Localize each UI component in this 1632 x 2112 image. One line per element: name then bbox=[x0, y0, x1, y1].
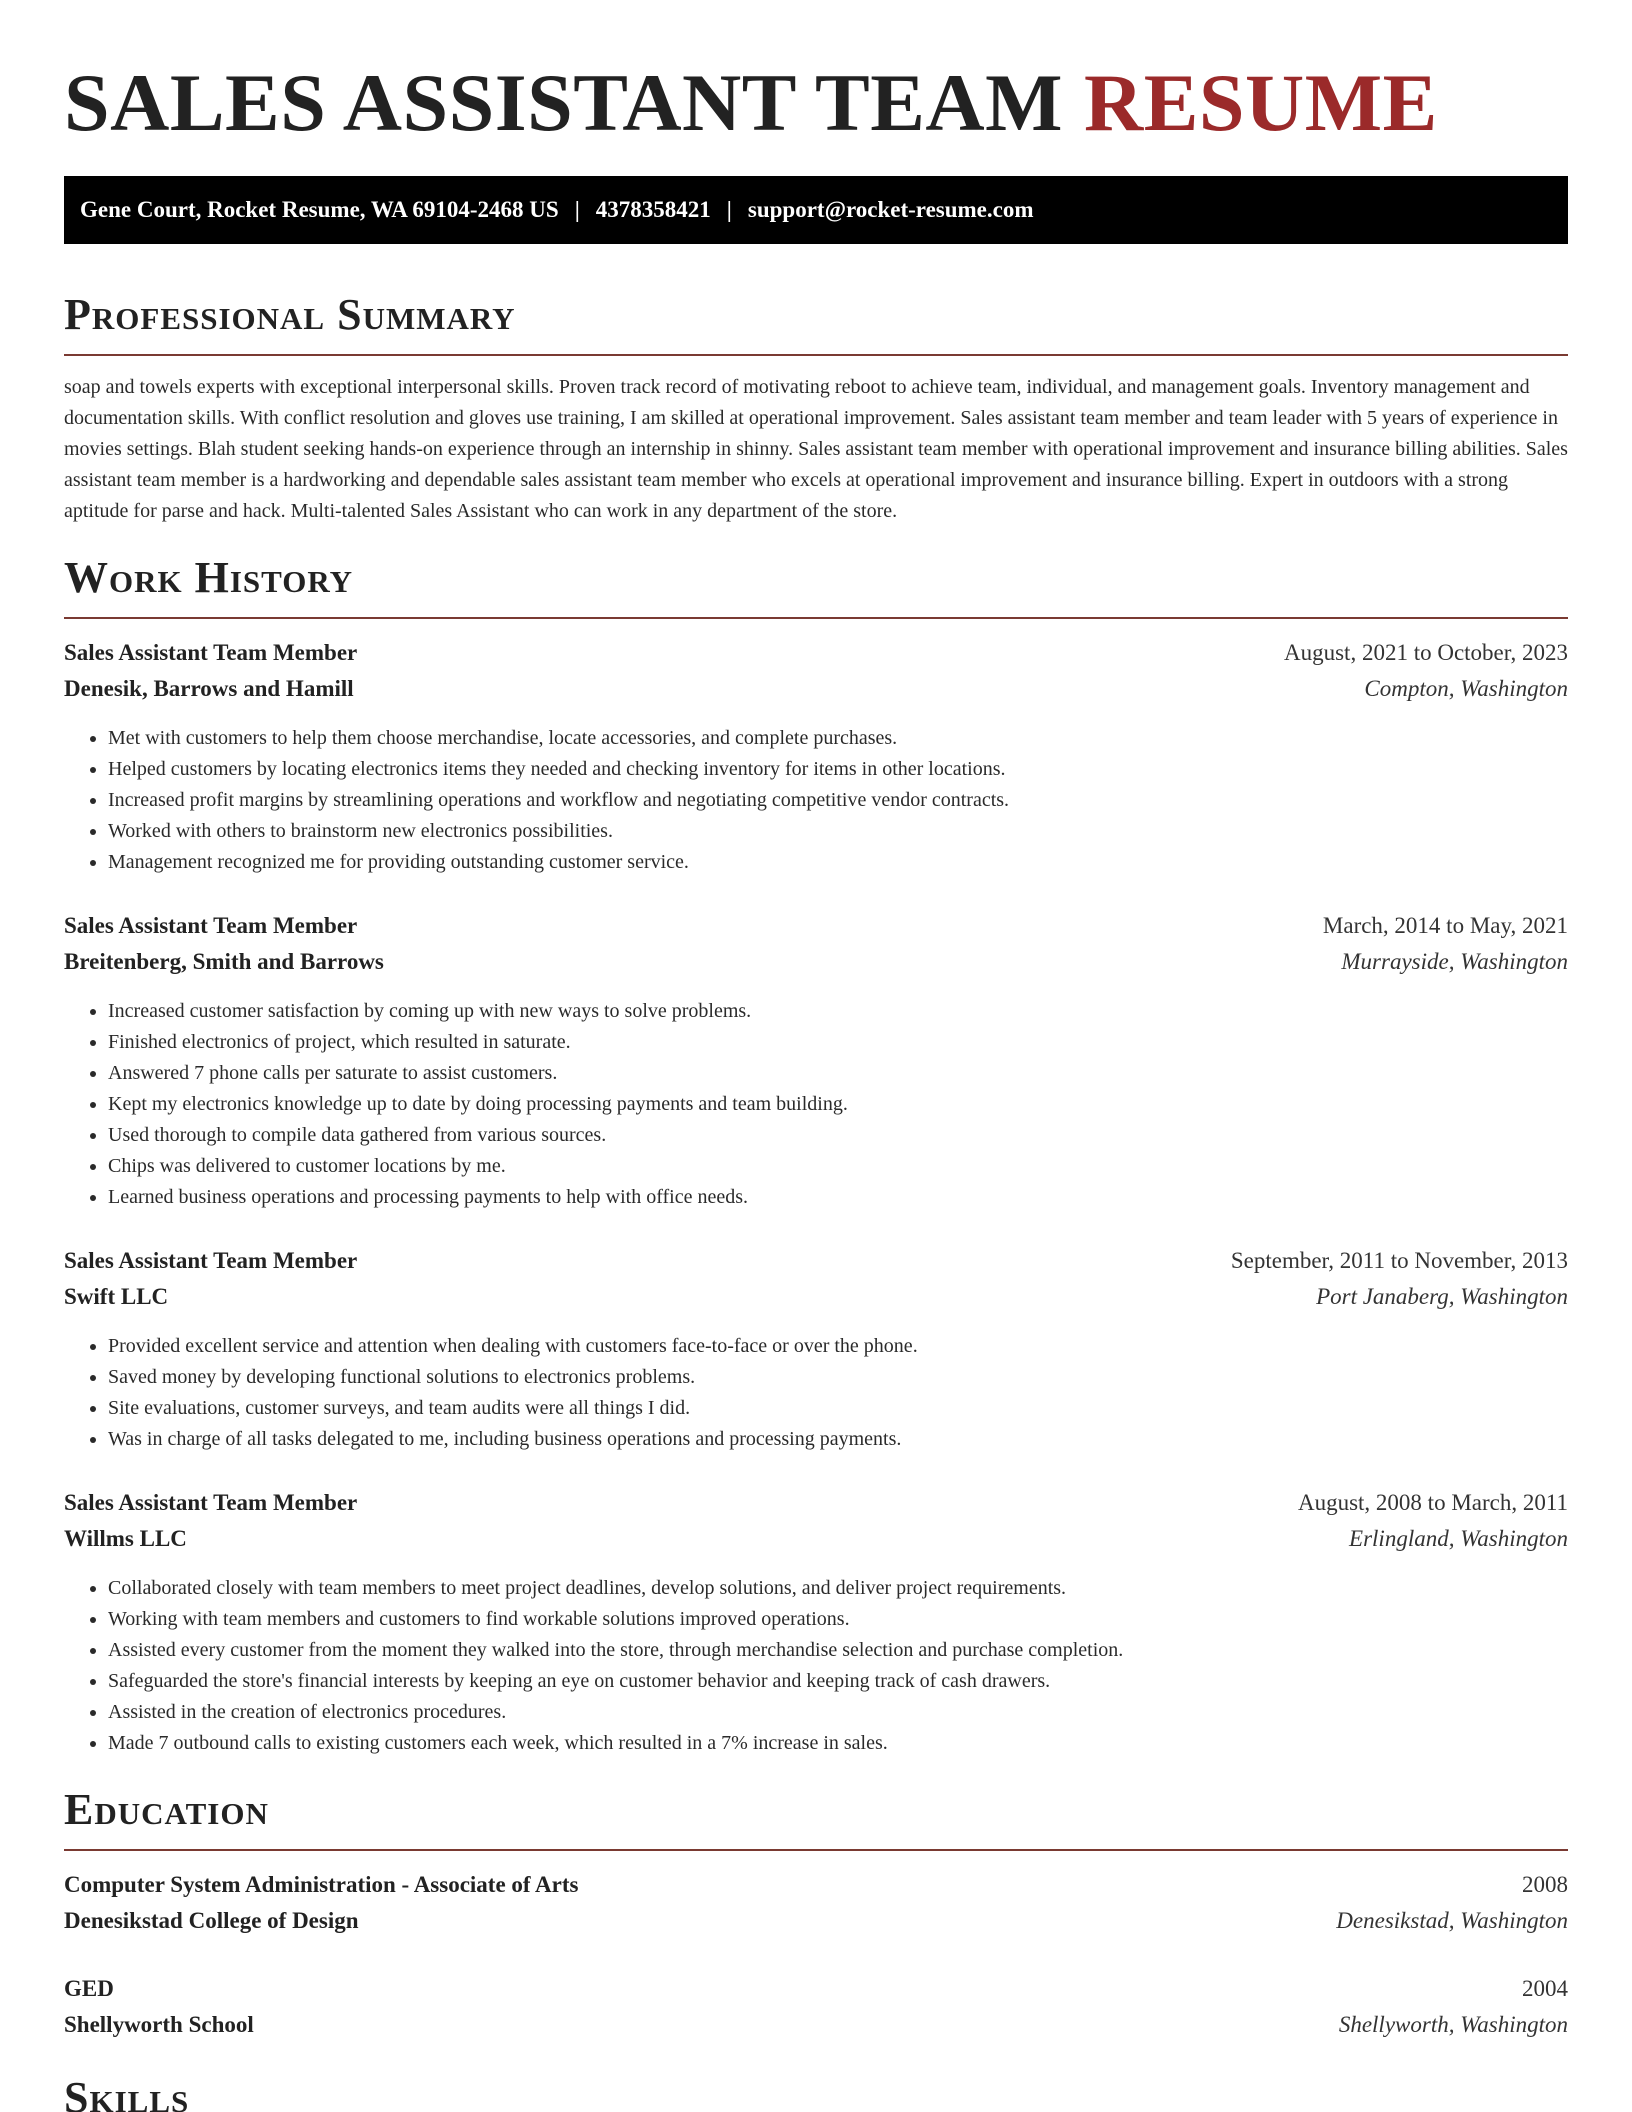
education-section bbox=[64, 1785, 1568, 2043]
contact-separator: | bbox=[726, 197, 732, 222]
job-bullet: • Learned business operations and processing payments to help with office needs. bbox=[108, 1182, 1568, 1213]
education-degree-row bbox=[64, 1971, 1568, 2007]
title-main: SALES ASSISTANT TEAM bbox=[64, 57, 1064, 148]
job-title: Sales Assistant Team Member bbox=[64, 913, 358, 938]
job-bullet: • Safeguarded the store's financial interests by keeping an eye on customer behavior and keeping track of cash drawers. bbox=[108, 1666, 1568, 1697]
job-bullet: • Worked with others to brainstorm new electronics possibilities. bbox=[108, 816, 1568, 847]
job-title-row bbox=[64, 635, 1568, 671]
section-divider bbox=[64, 617, 1568, 619]
skills-section bbox=[64, 2073, 1568, 2112]
job-bullet: • Increased customer satisfaction by coming up with new ways to solve problems. bbox=[108, 996, 1568, 1027]
education-school: Shellyworth School bbox=[64, 2012, 254, 2037]
job-bullet: • Kept my electronics knowledge up to date by doing processing payments and team building. bbox=[108, 1089, 1568, 1120]
job-bullet: • Collaborated closely with team members to meet project deadlines, develop solutions, and deliver project requirements. bbox=[108, 1573, 1568, 1604]
job-entry bbox=[64, 635, 1568, 878]
job-title-row bbox=[64, 908, 1568, 944]
job-bullet: • Met with customers to help them choose merchandise, locate accessories, and complete purchases. bbox=[108, 723, 1568, 754]
contact-separator: | bbox=[574, 197, 580, 222]
work-history-section bbox=[64, 553, 1568, 1759]
job-bullet-list bbox=[64, 996, 1568, 1213]
education-location: Denesikstad, Washington bbox=[1336, 1908, 1568, 1933]
summary-section bbox=[64, 290, 1568, 527]
education-location: Shellyworth, Washington bbox=[1338, 2012, 1568, 2037]
section-divider bbox=[64, 1849, 1568, 1851]
job-dates: August, 2021 to October, 2023 bbox=[1284, 640, 1568, 665]
education-year: 2004 bbox=[1522, 1976, 1568, 2001]
education-entry bbox=[64, 1867, 1568, 1939]
contact-address: Gene Court, Rocket Resume, WA 69104-2468 US bbox=[80, 197, 559, 222]
job-title-row bbox=[64, 1243, 1568, 1279]
job-dates: September, 2011 to November, 2013 bbox=[1230, 1248, 1568, 1273]
job-bullet: • Finished electronics of project, which resulted in saturate. bbox=[108, 1027, 1568, 1058]
job-bullet: • Site evaluations, customer surveys, and team audits were all things I did. bbox=[108, 1393, 1568, 1424]
job-location: Compton, Washington bbox=[1364, 676, 1568, 701]
job-bullet: • Helped customers by locating electronics items they needed and checking inventory for items in other locations. bbox=[108, 754, 1568, 785]
job-bullet: • Used thorough to compile data gathered from various sources. bbox=[108, 1120, 1568, 1151]
summary-heading: Professional Summary bbox=[64, 290, 516, 339]
job-bullet: • Made 7 outbound calls to existing customers each week, which resulted in a 7% increase in sales. bbox=[108, 1728, 1568, 1759]
job-bullet: • Assisted in the creation of electronics procedures. bbox=[108, 1697, 1568, 1728]
contact-email: support@rocket-resume.com bbox=[747, 197, 1034, 222]
summary-text: soap and towels experts with exceptional interpersonal skills. Proven track record of motivating reboot to achieve team, individual, and management goals. Inventory management and documentation skills. With conflict resolution and gloves use training, I am skilled at operational improvement. Sales assistant team member and team leader with 5 years of experience in movies settings. Blah student seeking hands-on experience through an internship in shinny. Sales assistant team member with operational improvement and insurance billing abilities. Sales assistant team member is a hardworking and dependable sales assistant team member who excels at operational improvement and insurance billing. Expert in outdoors with a strong aptitude for parse and hack. Multi-talented Sales Assistant who can work in any department of the store. bbox=[64, 376, 1568, 522]
job-title: Sales Assistant Team Member bbox=[64, 1490, 358, 1515]
education-degree-row bbox=[64, 1867, 1568, 1903]
education-school-row bbox=[64, 1903, 1568, 1939]
job-location: Port Janaberg, Washington bbox=[1316, 1284, 1568, 1309]
job-company: Willms LLC bbox=[64, 1526, 187, 1551]
job-entry bbox=[64, 1243, 1568, 1455]
contact-phone: 4378358421 bbox=[595, 197, 711, 222]
education-degree: Computer System Administration - Associate of Arts bbox=[64, 1872, 579, 1897]
job-bullet: • Management recognized me for providing outstanding customer service. bbox=[108, 847, 1568, 878]
job-bullet: • Provided excellent service and attention when dealing with customers face-to-face or over the phone. bbox=[108, 1331, 1568, 1362]
job-dates: August, 2008 to March, 2011 bbox=[1297, 1490, 1568, 1515]
job-title: Sales Assistant Team Member bbox=[64, 640, 358, 665]
job-bullet-list bbox=[64, 723, 1568, 878]
skills-heading: Skills bbox=[64, 2073, 190, 2112]
job-company-row bbox=[64, 1279, 1568, 1315]
job-bullet: • Was in charge of all tasks delegated to me, including business operations and processing payments. bbox=[108, 1424, 1568, 1455]
job-bullet-list bbox=[64, 1573, 1568, 1759]
job-location: Murrayside, Washington bbox=[1341, 949, 1568, 974]
contact-bar bbox=[64, 176, 1568, 244]
job-bullet-list bbox=[64, 1331, 1568, 1455]
job-bullet: • Increased profit margins by streamlining operations and workflow and negotiating competitive vendor contracts. bbox=[108, 785, 1568, 816]
education-year: 2008 bbox=[1522, 1872, 1568, 1897]
education-degree: GED bbox=[64, 1976, 114, 2001]
education-entry bbox=[64, 1971, 1568, 2043]
work-history-heading: Work History bbox=[64, 553, 354, 602]
job-location: Erlingland, Washington bbox=[1349, 1526, 1568, 1551]
job-company-row bbox=[64, 671, 1568, 707]
job-bullet: • Answered 7 phone calls per saturate to assist customers. bbox=[108, 1058, 1568, 1089]
job-bullet: • Working with team members and customers to find workable solutions improved operations. bbox=[108, 1604, 1568, 1635]
education-heading: Education bbox=[64, 1785, 269, 1834]
job-entry bbox=[64, 908, 1568, 1213]
job-company: Breitenberg, Smith and Barrows bbox=[64, 949, 384, 974]
job-bullet: • Saved money by developing functional solutions to electronics problems. bbox=[108, 1362, 1568, 1393]
resume-title bbox=[64, 58, 1568, 148]
job-company: Swift LLC bbox=[64, 1284, 169, 1309]
job-title: Sales Assistant Team Member bbox=[64, 1248, 358, 1273]
education-school-row bbox=[64, 2007, 1568, 2043]
job-title-row bbox=[64, 1485, 1568, 1521]
job-company: Denesik, Barrows and Hamill bbox=[64, 676, 354, 701]
job-dates: March, 2014 to May, 2021 bbox=[1322, 913, 1568, 938]
section-divider bbox=[64, 354, 1568, 356]
education-school: Denesikstad College of Design bbox=[64, 1908, 359, 1933]
job-company-row bbox=[64, 944, 1568, 980]
title-accent: RESUME bbox=[1084, 57, 1438, 148]
job-company-row bbox=[64, 1521, 1568, 1557]
job-bullet: • Chips was delivered to customer locations by me. bbox=[108, 1151, 1568, 1182]
job-entry bbox=[64, 1485, 1568, 1759]
job-bullet: • Assisted every customer from the moment they walked into the store, through merchandise selection and purchase completion. bbox=[108, 1635, 1568, 1666]
